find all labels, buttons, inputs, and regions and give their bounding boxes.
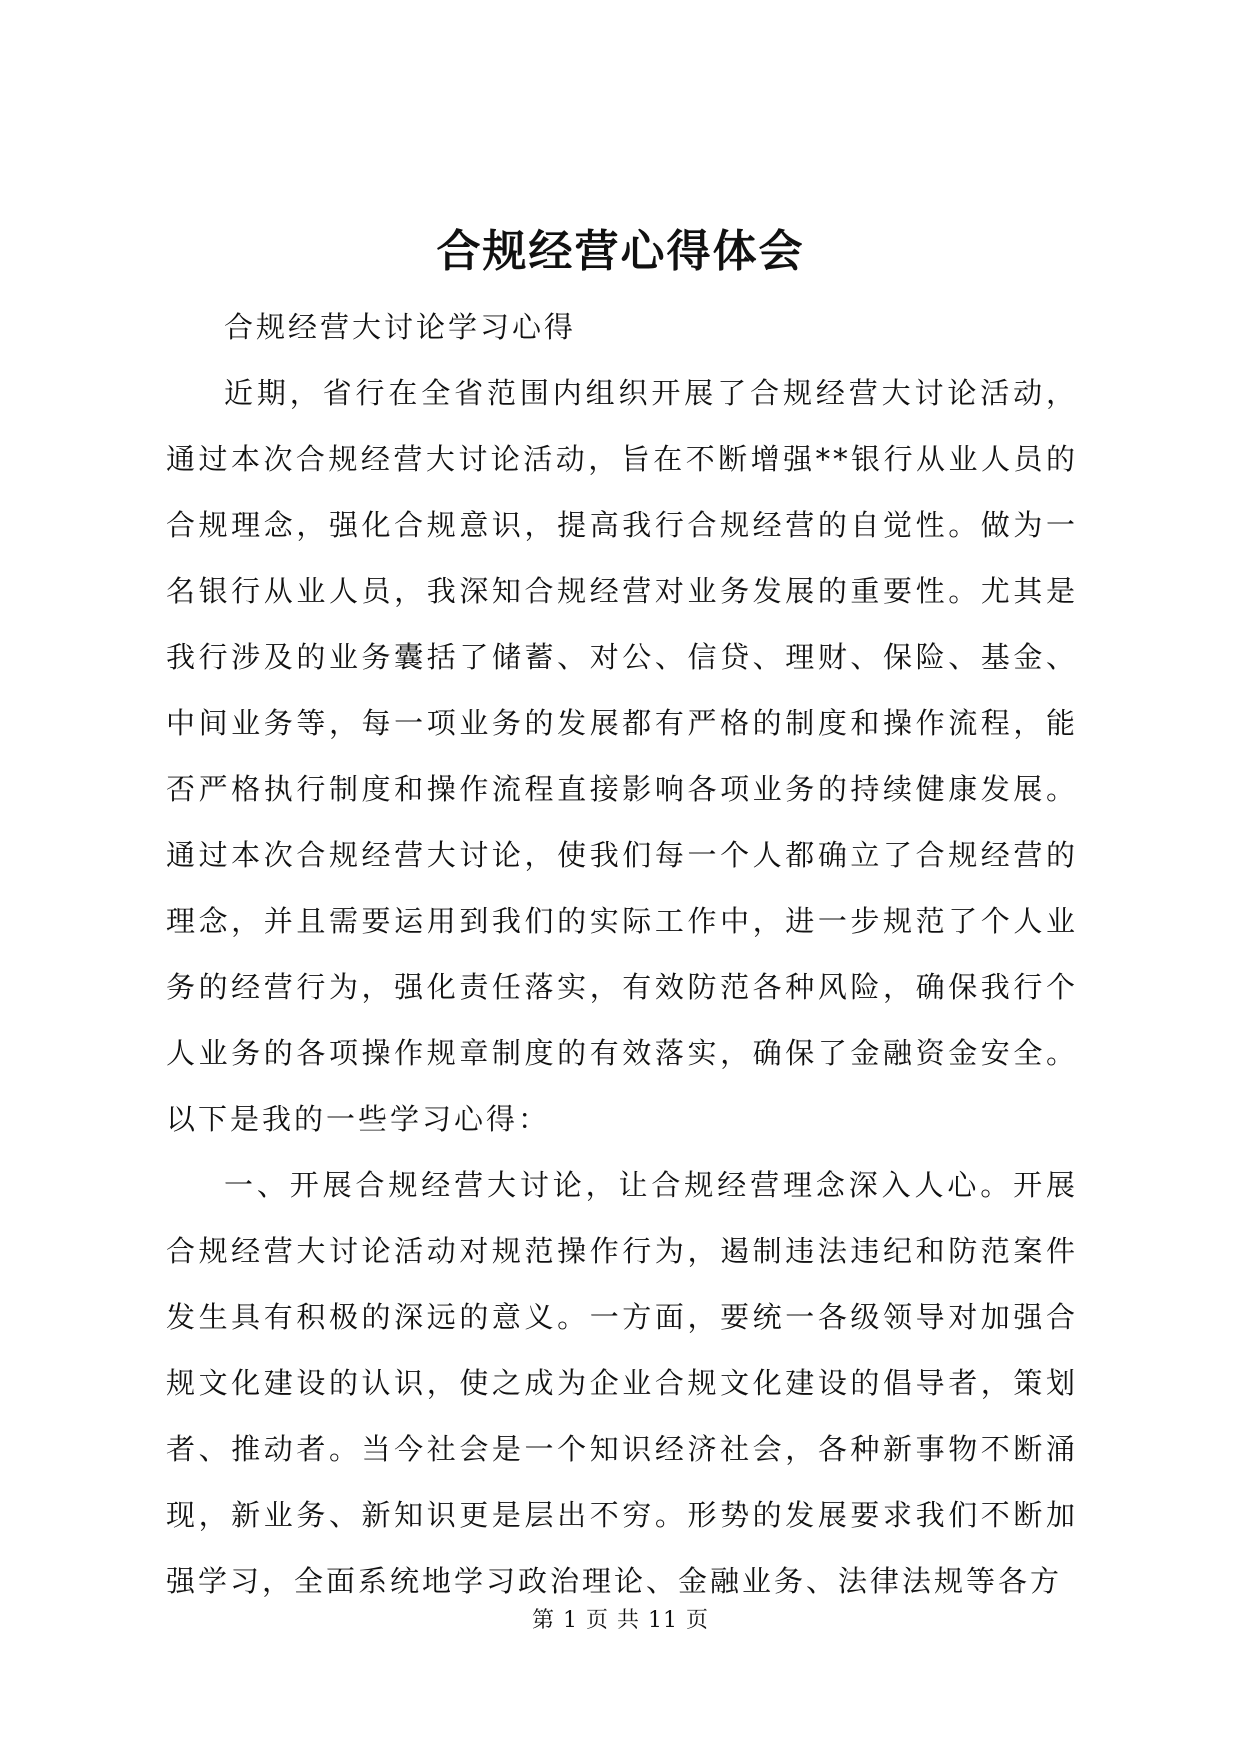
paragraph-section-1: 一、开展合规经营大讨论，让合规经营理念深入人心。开展合规经营大讨论活动对规范操作行为，遏制违法违纪和防范案件发生具有积极的深远的意义。一方面，要统一各级领导对加强合规文化建设的认识，使之成为企业合规文化建设的倡导者，策划者、推动者。当今社会是一个知识经济社会，各种新事物不断涌现，新业务、新知识更是层出不穷。形势的发展要求我们不断加强学习，全面系统地学习政治理论、金融业务、法律法规等各方	[166, 1168, 1078, 1598]
document-title: 合规经营心得体会	[436, 226, 805, 277]
page-footer: 第 1 页 共 11 页	[532, 1608, 709, 1633]
document-subtitle: 合规经营大讨论学习心得	[224, 310, 577, 344]
document-body	[166, 294, 1078, 1614]
paragraph-intro: 近期，省行在全省范围内组织开展了合规经营大讨论活动，通过本次合规经营大讨论活动，旨在不断增强**银行从业人员的合规理念，强化合规意识，提高我行合规经营的自觉性。做为一名银行从业人员，我深知合规经营对业务发展的重要性。尤其是我行涉及的业务囊括了储蓄、对公、信贷、理财、保险、基金、中间业务等，每一项业务的发展都有严格的制度和操作流程，能否严格执行制度和操作流程直接影响各项业务的持续健康发展。通过本次合规经营大讨论，使我们每一个人都确立了合规经营的理念，并且需要运用到我们的实际工作中，进一步规范了个人业务的经营行为，强化责任落实，有效防范各种风险，确保我行个人业务的各项操作规章制度的有效落实，确保了金融资金安全。以下是我的一些学习心得：	[166, 376, 1078, 1136]
